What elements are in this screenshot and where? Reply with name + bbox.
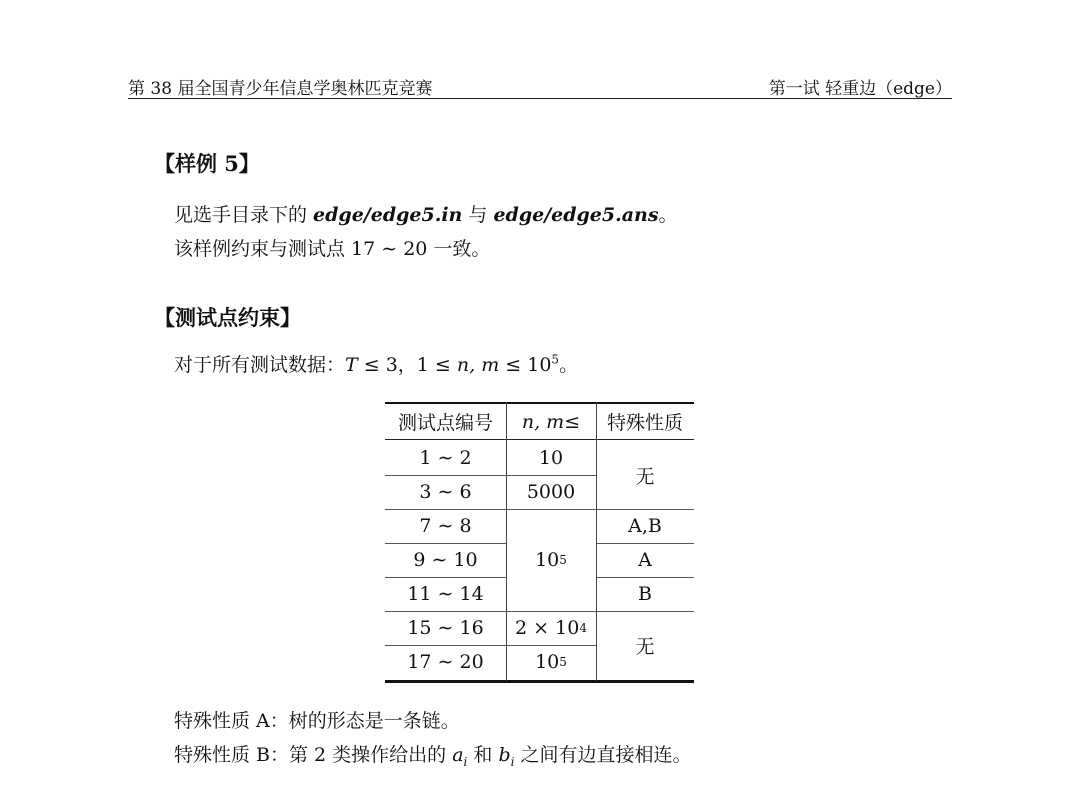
test-range-cell: 9 ∼ 10 [413,549,478,571]
header-special-property: 特殊性质 [606,412,683,434]
property-b-suffix: 之间有边直接相连。 [514,744,692,766]
nm-limit-cell: 2 × 10 4 [515,617,587,639]
nm-limit-cell-merged: 10 5 [535,549,567,571]
subscript-i: i [463,754,468,769]
nm-limit-cell: 10 5 [535,651,567,673]
header-problem-name: 第一试 轻重边（edge） [768,79,952,99]
test-range-cell: 1 ∼ 2 [419,447,472,469]
test-range-cell: 15 ∼ 16 [407,617,484,639]
table-header-rule [385,439,694,440]
sample-input-file: edge/edge5.in [313,204,463,226]
constraints-title: 【测试点约束】 [154,305,301,330]
nm-limit-base: 10 [535,549,560,571]
sample-title: 【样例 5】 [154,151,260,176]
constraints-intro-prefix: 对于所有测试数据： [174,354,346,376]
property-cell: B [638,583,652,605]
sample-line1-suffix: 。 [658,204,678,226]
sample-line1-mid: 与 [462,204,494,226]
subscript-i: i [510,754,515,769]
constraints-exponent: 5 [551,352,560,367]
constraints-intro-suffix: 。 [559,354,579,376]
test-constraints-table [385,402,694,682]
property-b-and: 和 [467,744,499,766]
property-a-note: 特殊性质 A：树的形态是一条链。 [174,710,460,732]
test-range-cell: 3 ∼ 6 [419,481,472,503]
header-nm-var: n, m [521,410,565,433]
header-test-id: 测试点编号 [397,412,493,434]
nm-limit-cell: 5000 [526,481,576,503]
sample-files-line [174,200,678,227]
property-b-note [174,740,692,767]
sample-line1-prefix: 见选手目录下的 [174,204,314,226]
constraints-nm-relation: ≤ 10 [499,354,552,376]
header-nm-limit [506,404,596,439]
property-cell: A,B [628,515,662,537]
constraints-intro [174,350,578,377]
var-t: T [345,354,358,376]
header-nm-rel: ≤ [564,410,581,433]
sample-constraint-line: 该样例约束与测试点 17 ∼ 20 一致。 [174,238,491,260]
property-cell-merged: 无 [635,635,655,658]
constraints-t-relation: ≤ 3，1 ≤ [357,354,457,376]
property-b-prefix: 特殊性质 B：第 2 类操作给出的 [174,744,453,766]
nm-limit-base: 2 × 10 [515,617,580,639]
sample-answer-file: edge/edge5.ans [493,204,659,226]
var-a: a [452,744,464,766]
property-cell: A [638,549,652,571]
page-header [128,70,952,99]
property-cell-merged: 无 [635,465,655,488]
nm-limit-base: 10 [535,651,560,673]
header-contest-name: 第 38 届全国青少年信息学奥林匹克竞赛 [128,79,433,99]
test-range-cell: 11 ∼ 14 [407,583,484,605]
nm-limit-cell: 10 [538,447,564,469]
test-range-cell: 17 ∼ 20 [407,651,484,673]
var-b: b [498,744,511,766]
table-bottom-rule [385,680,694,683]
var-n-m: n, m [456,354,500,376]
test-range-cell: 7 ∼ 8 [419,515,472,537]
